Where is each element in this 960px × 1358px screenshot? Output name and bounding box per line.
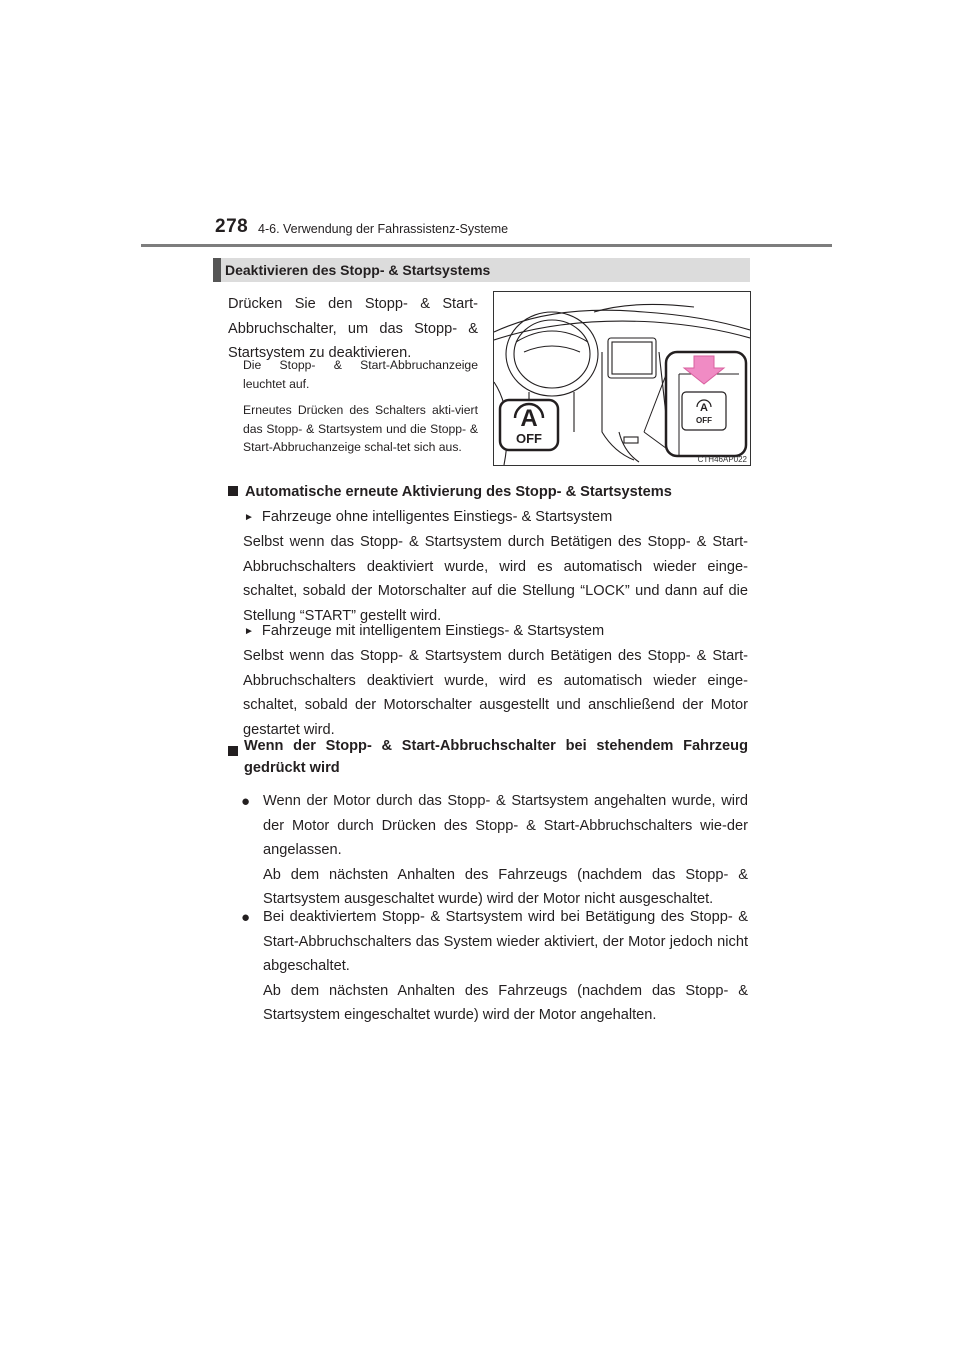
callout-off-text: OFF (516, 431, 542, 446)
header-rule (141, 244, 832, 247)
heading-auto-reactivation-text: Automatische erneute Aktivierung des Stopp- & Startsystems (245, 484, 672, 500)
heading-auto-reactivation (228, 481, 672, 503)
page-number: 278 (215, 216, 249, 237)
subcase-with-smart-entry-title: Fahrzeuge mit intelligentem Einstiegs- & Startsystem (261, 623, 605, 639)
triangle-bullet-icon: ► (244, 626, 254, 637)
note-indicator-on: Die Stopp- & Start-Abbruchanzeige leuchtet auf. (243, 358, 478, 391)
bullet-system-deactivated (263, 905, 748, 1028)
callout-a-letter: A (520, 405, 538, 432)
figure-code: CTH46AP022 (697, 455, 747, 464)
square-bullet-icon (228, 746, 238, 756)
triangle-bullet-icon: ► (244, 512, 254, 523)
subcase-without-smart-entry (244, 506, 612, 530)
callout-a-off-button (500, 400, 558, 450)
zoom-callout (644, 352, 746, 456)
section-heading-text: Deaktivieren des Stopp- & Startsystems (225, 262, 491, 278)
subcase-without-smart-entry-text: Selbst wenn das Stopp- & Startsystem durch Betätigen des Stopp- & Start-Abbruchschalters deaktiviert wurde, wird es automatisch wieder einge-schaltet, sobald der Motorschalter auf die Stellung “LOCK” und dann auf die Stellung “START” gestellt wird. (243, 534, 748, 624)
subcase-with-smart-entry (244, 620, 604, 644)
bullet-system-deactivated-text: Bei deaktiviertem Stopp- & Startsystem wird bei Betätigung des Stopp- & Start-Abbruchschalters das System wieder aktiviert, der Motor jedoch nicht abgeschaltet. (263, 909, 748, 974)
round-bullet-icon: ● (241, 909, 251, 926)
intro-paragraph: Drücken Sie den Stopp- & Start-Abbruchschalter, um das Stopp- & Startsystem zu deaktivieren. (228, 296, 478, 361)
svg-text:OFF: OFF (696, 416, 712, 425)
section-heading-bar (213, 258, 221, 282)
subcase-with-smart-entry-text: Selbst wenn das Stopp- & Startsystem durch Betätigen des Stopp- & Start-Abbruchschalters deaktiviert wurde, wird es automatisch wieder einge-schaltet, sobald der Motorschalter ausgestellt und anschließend der Motor gestartet wird. (243, 648, 748, 738)
section-heading (213, 258, 750, 282)
dashboard-figure (493, 291, 751, 466)
bullet-engine-stopped-followup: Ab dem nächsten Anhalten des Fahrzeugs (nachdem das Stopp- & Startsystem ausgeschaltet wurde) wird der Motor nicht ausgeschaltet. (263, 866, 748, 907)
bullet-system-deactivated-followup: Ab dem nächsten Anhalten des Fahrzeugs (nachdem das Stopp- & Startsystem eingeschaltet wurde) wird der Motor angehalten. (263, 982, 748, 1023)
round-bullet-icon: ● (241, 793, 251, 810)
svg-text:A: A (700, 402, 708, 414)
bullet-engine-stopped (263, 789, 748, 912)
subcase-without-smart-entry-title: Fahrzeuge ohne intelligentes Einstiegs- & Startsystem (261, 509, 613, 525)
heading-switch-pressed (228, 735, 748, 779)
square-bullet-icon (228, 486, 238, 496)
chapter-title: 4-6. Verwendung der Fahrassistenz-Systeme (258, 222, 509, 236)
heading-switch-pressed-text: Wenn der Stopp- & Start-Abbruchschalter bei stehendem Fahrzeug gedrückt wird (244, 738, 748, 776)
dashboard-illustration (494, 292, 750, 465)
note-indicator-off: Erneutes Drücken des Schalters akti-viert das Stopp- & Startsystem und die Stopp- & Start-Abbruchanzeige schal-tet sich aus. (243, 403, 478, 454)
bullet-engine-stopped-text: Wenn der Motor durch das Stopp- & Startsystem angehalten wurde, wird der Motor durch Drücken des Stopp- & Start-Abbruchschalters wie-der angelassen. (263, 793, 748, 858)
